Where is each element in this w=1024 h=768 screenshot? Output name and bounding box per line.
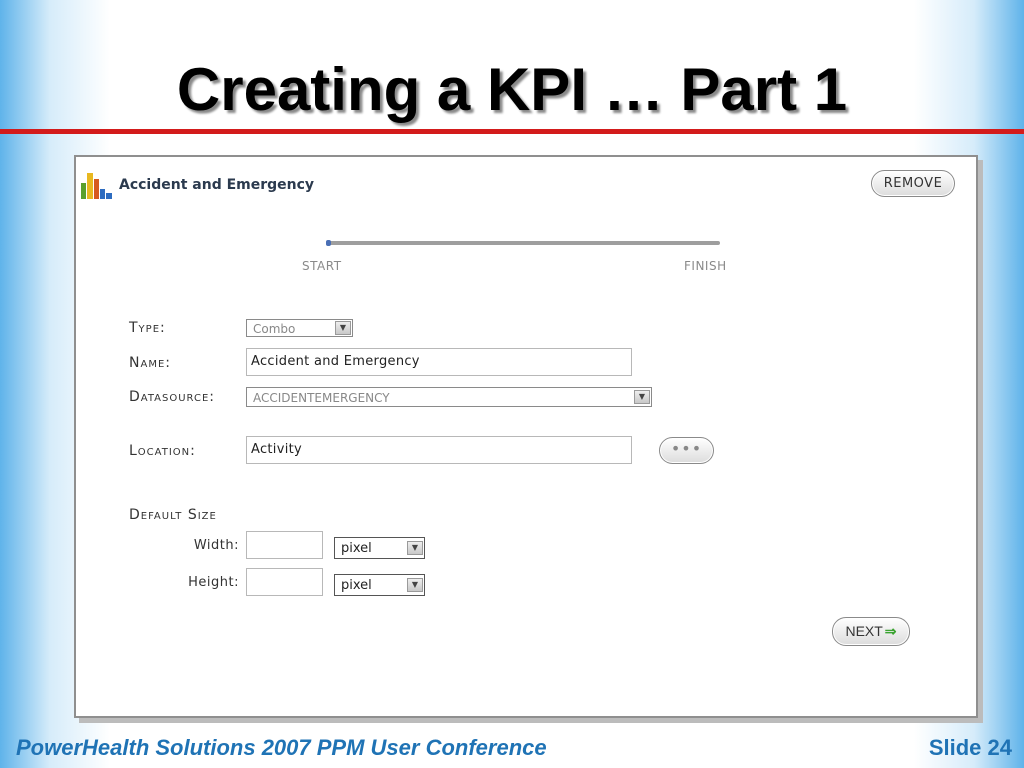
slide-title: Creating a KPI … Part 1 xyxy=(176,56,848,123)
kpi-title: Accident and Emergency xyxy=(119,177,315,193)
progress-fill xyxy=(326,240,331,246)
title-divider xyxy=(0,129,1024,134)
chevron-down-icon: ▼ xyxy=(407,578,423,592)
arrow-right-icon: ⇒ xyxy=(884,623,897,639)
width-unit-select[interactable] xyxy=(334,537,425,559)
width-unit-value: pixel xyxy=(341,541,372,556)
footer-conference: PowerHealth Solutions 2007 PPM User Conference xyxy=(16,735,547,760)
type-select[interactable] xyxy=(246,319,353,337)
type-select-value: Combo xyxy=(253,322,296,336)
wizard-progress-bar xyxy=(326,241,720,245)
browse-location-button[interactable]: ••• xyxy=(659,437,714,464)
datasource-label: Datasource: xyxy=(129,389,216,405)
width-input[interactable] xyxy=(246,531,323,559)
next-button[interactable] xyxy=(832,617,910,646)
location-input[interactable]: Activity xyxy=(246,436,632,464)
chevron-down-icon: ▼ xyxy=(335,321,351,335)
height-unit-value: pixel xyxy=(341,578,372,593)
datasource-select[interactable] xyxy=(246,387,652,407)
height-label: Height: xyxy=(188,575,239,590)
location-label: Location: xyxy=(129,443,196,459)
remove-button[interactable]: REMOVE xyxy=(871,170,955,197)
bar-chart-icon xyxy=(80,169,114,203)
kpi-wizard-panel xyxy=(74,155,978,718)
chevron-down-icon: ▼ xyxy=(634,390,650,404)
progress-start-label: START xyxy=(302,259,342,273)
name-input[interactable]: Accident and Emergency xyxy=(246,348,632,376)
progress-finish-label: FINISH xyxy=(684,259,727,273)
datasource-select-value: ACCIDENTEMERGENCY xyxy=(253,391,390,405)
type-label: Type: xyxy=(129,320,166,336)
chevron-down-icon: ▼ xyxy=(407,541,423,555)
default-size-label: Default Size xyxy=(129,507,217,523)
height-unit-select[interactable] xyxy=(334,574,425,596)
height-input[interactable] xyxy=(246,568,323,596)
name-label: Name: xyxy=(129,355,171,371)
next-button-label: NEXT xyxy=(845,623,883,639)
width-label: Width: xyxy=(193,538,239,553)
footer-slide-number: Slide 24 xyxy=(928,735,1012,760)
